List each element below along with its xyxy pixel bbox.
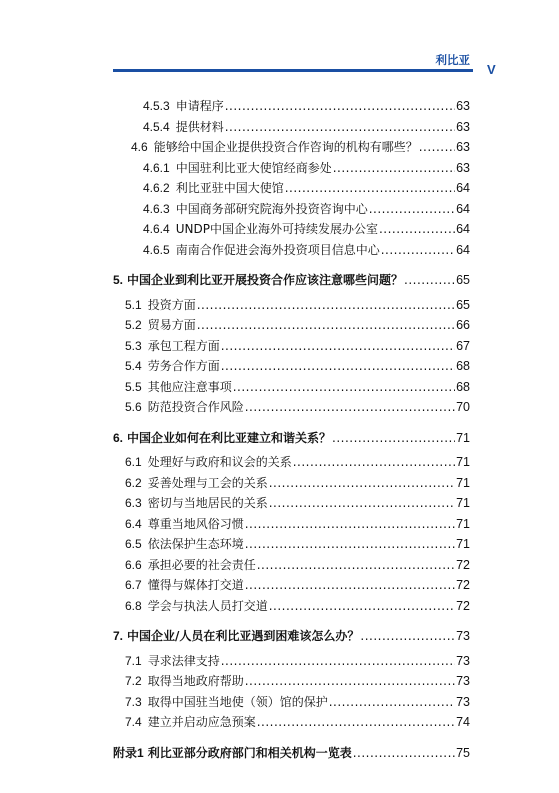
toc-entry[interactable] (113, 692, 470, 713)
dot-leader (197, 315, 455, 336)
toc-entry-number: 4.6.2 (143, 181, 170, 195)
toc-entry-title: UNDP中国企业海外可持续发展办公室 (175, 222, 378, 236)
toc-entry-number: 4.5.3 (143, 99, 170, 113)
toc-entry-label (125, 712, 256, 733)
toc-entry[interactable] (113, 397, 470, 418)
toc-entry[interactable] (113, 651, 470, 672)
toc-entry-number: 4.6.3 (143, 201, 170, 216)
running-header-country: 利比亚 (435, 53, 470, 67)
dot-leader (369, 199, 455, 220)
toc-entry-label (125, 692, 328, 713)
toc-entry-number: 7.4 (125, 715, 142, 729)
toc-entry-title: 中国驻利比亚大使馆经商参处 (175, 160, 332, 175)
toc-entry-number: 5.3 (125, 338, 142, 353)
toc-entry-title: 取得中国驻当地使（领）馆的保护 (147, 694, 328, 709)
toc-page-number: 64 (456, 181, 470, 195)
toc-entry-title: 中国企业到利比亚开展投资合作应该注意哪些问题？ (127, 273, 404, 287)
toc-entry-number: 6. (113, 430, 124, 445)
dot-leader (257, 712, 455, 733)
toc-entry-number: 6.2 (125, 475, 142, 490)
toc-entry[interactable] (113, 452, 470, 473)
toc-entry-number: 6.7 (125, 578, 142, 592)
toc-page-number: 71 (456, 455, 470, 469)
toc-entry[interactable] (113, 671, 470, 692)
dot-leader (225, 96, 455, 117)
toc-entry-number: 6.8 (125, 598, 142, 613)
toc-page-number: 72 (456, 598, 470, 613)
toc-entry[interactable] (113, 96, 470, 117)
toc-entry-title: 投资方面 (147, 297, 196, 312)
toc-entry-label (125, 295, 196, 316)
toc-entry-title: 懂得与媒体打交道 (147, 578, 244, 592)
toc-page-number: 65 (456, 297, 470, 312)
toc-entry-title: 劳务合作方面 (147, 359, 220, 373)
dot-leader (221, 336, 455, 357)
toc-entry-label (125, 493, 268, 514)
toc-chapter-heading[interactable] (113, 743, 470, 764)
toc-page-number: 63 (456, 160, 470, 175)
dot-leader (245, 534, 455, 555)
toc-entry[interactable] (113, 575, 470, 596)
toc-entry-label (125, 356, 220, 377)
toc-page-number: 66 (456, 318, 470, 332)
toc-entry-label (125, 452, 292, 473)
toc-entry-title: 申请程序 (175, 99, 224, 113)
dot-leader (285, 178, 455, 199)
toc-entry[interactable] (113, 596, 470, 617)
toc-page-number: 64 (456, 201, 470, 216)
toc-section (113, 743, 470, 764)
toc-entry-title: 南南合作促进会海外投资项目信息中心 (175, 242, 380, 257)
toc-entry-number: 4.6.1 (143, 160, 170, 175)
dot-leader (245, 575, 455, 596)
header-rule (113, 69, 473, 72)
toc-page-number: 73 (456, 694, 470, 709)
toc-entry-title: 依法保护生态环境 (147, 537, 244, 551)
toc-entry-label (113, 428, 331, 449)
toc-page-number: 71 (456, 430, 470, 445)
toc-page-number: 72 (456, 578, 470, 592)
toc-entry-label (125, 315, 196, 336)
toc-page-number: 74 (456, 715, 470, 729)
dot-leader (257, 555, 455, 576)
toc-entry-title: 取得当地政府帮助 (147, 674, 244, 688)
dot-leader (221, 356, 455, 377)
table-of-contents (113, 96, 470, 773)
toc-section (113, 428, 470, 617)
dot-leader (245, 671, 455, 692)
toc-entry-label (125, 514, 244, 535)
toc-chapter-heading[interactable] (113, 270, 470, 291)
toc-entry-label (125, 377, 232, 398)
toc-entry[interactable] (113, 117, 470, 138)
toc-entry-title: 防范投资合作风险 (147, 400, 244, 414)
toc-entry-number: 7. (113, 629, 124, 643)
toc-entry-number: 4.6.4 (143, 222, 170, 236)
toc-entry-title: 提供材料 (175, 119, 224, 134)
toc-page-number: 73 (456, 674, 470, 688)
toc-section (113, 96, 470, 260)
toc-entry-number: 4.6 (131, 140, 148, 154)
toc-page-number: 73 (456, 653, 470, 668)
toc-entry-title: 其他应注意事项 (147, 379, 232, 394)
toc-entry[interactable] (113, 534, 470, 555)
toc-entry-number: 7.3 (125, 694, 142, 709)
toc-page-number: 71 (456, 537, 470, 551)
dot-leader (329, 692, 455, 713)
toc-page-number: 71 (456, 496, 470, 510)
toc-entry-title: 承包工程方面 (147, 338, 220, 353)
toc-chapter-heading[interactable] (113, 626, 470, 647)
toc-entry[interactable] (113, 514, 470, 535)
toc-entry-title: 利比亚部分政府部门和相关机构一览表 (147, 745, 352, 760)
toc-entry-number: 5.5 (125, 379, 142, 394)
toc-entry[interactable] (113, 712, 470, 733)
toc-entry-title: 处理好与政府和议会的关系 (147, 455, 292, 469)
toc-page-number: 68 (456, 359, 470, 373)
dot-leader (269, 493, 455, 514)
toc-entry-title: 密切与当地居民的关系 (147, 496, 268, 510)
toc-entry-label (125, 555, 256, 576)
toc-entry-title: 中国企业/人员在利比亚遇到困难该怎么办？ (127, 629, 360, 643)
toc-entry-title: 承担必要的社会责任 (147, 557, 256, 572)
toc-page-number: 67 (456, 338, 470, 353)
toc-entry-title: 妥善处理与工会的关系 (147, 475, 268, 490)
toc-entry[interactable] (113, 178, 470, 199)
dot-leader (404, 270, 455, 291)
toc-entry[interactable] (113, 240, 470, 261)
toc-page-number: 72 (456, 557, 470, 572)
toc-entry-label (125, 397, 244, 418)
toc-entry-label (113, 270, 403, 291)
toc-entry[interactable] (113, 473, 470, 494)
toc-page-number: 73 (456, 629, 470, 643)
toc-entry-number: 4.5.4 (143, 119, 170, 134)
toc-entry-number: 5.6 (125, 400, 142, 414)
toc-section (113, 270, 470, 418)
toc-entry-label (125, 336, 220, 357)
toc-entry-label (143, 158, 332, 179)
toc-entry-label (143, 199, 368, 220)
toc-entry-number: 6.6 (125, 557, 142, 572)
toc-entry-number: 5.4 (125, 359, 142, 373)
toc-entry-number: 5.1 (125, 297, 142, 312)
toc-entry-title: 利比亚驻中国大使馆 (175, 181, 284, 195)
toc-page-number: 71 (456, 516, 470, 531)
toc-page-number: 65 (456, 273, 470, 287)
toc-entry-label (143, 178, 284, 199)
toc-entry-number: 7.2 (125, 674, 142, 688)
dot-leader (197, 295, 455, 316)
toc-entry[interactable] (113, 219, 470, 240)
toc-chapter-heading[interactable] (113, 428, 470, 449)
dot-leader (269, 473, 455, 494)
toc-entry-title: 贸易方面 (147, 318, 196, 332)
toc-entry-number: 6.5 (125, 537, 142, 551)
dot-leader (381, 240, 455, 261)
toc-page-number: 75 (456, 745, 470, 760)
dot-leader (245, 514, 455, 535)
toc-entry-title: 中国企业如何在利比亚建立和谐关系？ (127, 430, 332, 445)
toc-entry-label (143, 240, 380, 261)
toc-entry[interactable] (113, 493, 470, 514)
toc-page-number: 63 (456, 140, 470, 154)
toc-entry-label (125, 575, 244, 596)
dot-leader (269, 596, 455, 617)
dot-leader (225, 117, 455, 138)
toc-entry-title: 尊重当地风俗习惯 (147, 516, 244, 531)
toc-entry-label (131, 137, 418, 158)
toc-page-number: 63 (456, 119, 470, 134)
toc-entry-label (125, 596, 268, 617)
toc-entry[interactable] (113, 315, 470, 336)
toc-entry-number: 7.1 (125, 653, 142, 668)
toc-entry-title: 能够给中国企业提供投资合作咨询的机构有哪些？ (153, 140, 418, 154)
toc-page-number: 64 (456, 222, 470, 236)
dot-leader (332, 428, 455, 449)
toc-entry-label (125, 671, 244, 692)
toc-entry[interactable] (113, 295, 470, 316)
toc-entry-title: 学会与执法人员打交道 (147, 598, 268, 613)
dot-leader (293, 452, 455, 473)
toc-entry-label (113, 743, 352, 764)
toc-page-number: 63 (456, 99, 470, 113)
toc-page-number: 68 (456, 379, 470, 394)
toc-entry-label (125, 651, 220, 672)
toc-entry[interactable] (113, 336, 470, 357)
toc-entry-label (113, 626, 359, 647)
toc-entry-number: 5.2 (125, 318, 142, 332)
toc-entry[interactable] (113, 356, 470, 377)
toc-entry[interactable] (113, 377, 470, 398)
toc-entry[interactable] (113, 555, 470, 576)
page-number-roman: V (487, 62, 496, 77)
toc-entry[interactable] (113, 158, 470, 179)
toc-entry-number: 6.3 (125, 496, 142, 510)
toc-entry[interactable] (113, 199, 470, 220)
toc-entry-label (143, 219, 378, 240)
toc-entry-title: 寻求法律支持 (147, 653, 220, 668)
toc-entry-number: 6.1 (125, 455, 142, 469)
toc-entry-number: 6.4 (125, 516, 142, 531)
dot-leader (360, 626, 455, 647)
toc-entry-title: 中国商务部研究院海外投资咨询中心 (175, 201, 368, 216)
dot-leader (221, 651, 455, 672)
dot-leader (419, 137, 455, 158)
toc-entry-number: 5. (113, 273, 124, 287)
toc-entry-number: 附录1 (113, 745, 144, 760)
toc-entry-title: 建立并启动应急预案 (147, 715, 256, 729)
dot-leader (379, 219, 455, 240)
toc-page-number: 71 (456, 475, 470, 490)
dot-leader (333, 158, 455, 179)
toc-entry-label (125, 473, 268, 494)
dot-leader (233, 377, 455, 398)
toc-entry-label (143, 117, 224, 138)
toc-page-number: 64 (456, 242, 470, 257)
toc-page-number: 70 (456, 400, 470, 414)
toc-entry-number: 4.6.5 (143, 242, 170, 257)
toc-entry-label (143, 96, 224, 117)
toc-section (113, 626, 470, 733)
dot-leader (353, 743, 455, 764)
toc-entry[interactable] (113, 137, 470, 158)
dot-leader (245, 397, 455, 418)
toc-entry-label (125, 534, 244, 555)
